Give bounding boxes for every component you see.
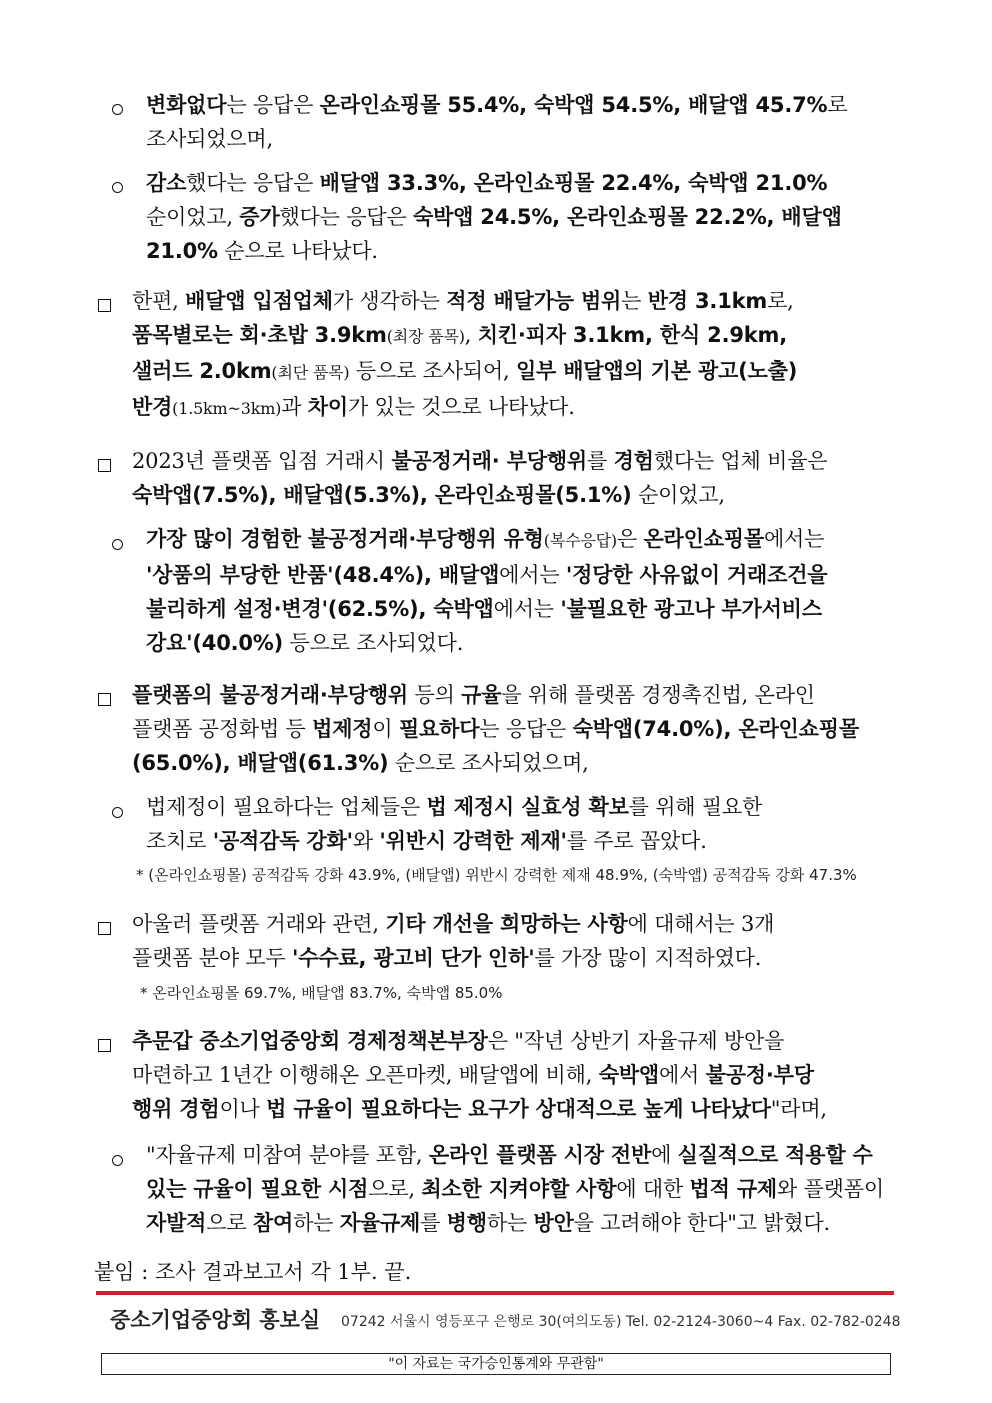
text-bold: 강요'(40.0%) bbox=[146, 631, 284, 655]
paragraph-unchanged bbox=[146, 88, 898, 156]
text-bold: 변화없다 bbox=[146, 93, 227, 117]
text: 등으로 조사되어, bbox=[349, 359, 516, 383]
circle-bullet-icon bbox=[112, 91, 123, 125]
text: 마련하고 1년간 이행해온 오픈마켓, 배달앱에 비해, bbox=[132, 1063, 599, 1087]
text: 에서는 bbox=[763, 527, 825, 551]
text-bold: 실질적으로 적용할 수 bbox=[677, 1143, 873, 1167]
text-bold: 법 제정시 실효성 확보 bbox=[426, 795, 629, 819]
text-bold: 규율 bbox=[461, 683, 502, 707]
text: 에 대해서는 3개 bbox=[627, 912, 775, 936]
circle-bullet-icon bbox=[112, 526, 123, 560]
attachment-note: 붙임 : 조사 결과보고서 각 1부. 끝. bbox=[94, 1260, 412, 1284]
text: 로, bbox=[767, 289, 794, 313]
text: 에서는 bbox=[493, 597, 561, 621]
text: 으로, bbox=[368, 1177, 422, 1201]
square-bullet-icon bbox=[98, 288, 111, 322]
text-bold: 자발적 bbox=[146, 1211, 207, 1235]
text: "라며, bbox=[770, 1097, 827, 1121]
text-bold: 플랫폼의 불공정거래·부당행위 bbox=[132, 683, 409, 707]
text: 와 bbox=[352, 829, 380, 853]
text-bold: 있는 규율이 필요한 시점 bbox=[146, 1177, 369, 1201]
text-small: (복수응답) bbox=[543, 531, 617, 550]
paragraph-delivery-range bbox=[132, 284, 898, 426]
square-bullet-icon bbox=[98, 682, 111, 716]
text: , bbox=[464, 323, 478, 347]
text: 는 응답은 bbox=[479, 717, 573, 741]
text: 순이었고, bbox=[631, 483, 725, 507]
text: 과 bbox=[281, 395, 308, 419]
text-bold: 숙박앱(7.5%), 배달앱(5.3%), 온라인쇼핑몰(5.1%) bbox=[132, 483, 632, 507]
text-bold: 불리하게 설정·변경'(62.5%), 숙박앱 bbox=[146, 597, 494, 621]
footer-contact: 07242 서울시 영등포구 은행로 30(여의도동) Tel. 02-2124-3060~4 Fax. 02-782-0248 bbox=[341, 1314, 901, 1330]
text: 를 가장 많이 지적하였다. bbox=[534, 946, 762, 970]
text: 했다는 응답은 bbox=[279, 205, 413, 229]
text-bold: 품목별로는 회·초밥 3.9km bbox=[132, 323, 387, 347]
text-bold: 일부 배달앱의 기본 광고(노출) bbox=[515, 359, 798, 383]
text-bold: 추문갑 중소기업중앙회 경제정책본부장 bbox=[132, 1029, 488, 1053]
text-bold: 샐러드 2.0km bbox=[132, 359, 272, 383]
text: 가 있는 것으로 나타났다. bbox=[347, 395, 575, 419]
text: 이 bbox=[372, 717, 399, 741]
footnote: * (온라인쇼핑몰) 공적감독 강화 43.9%, (배달앱) 위반시 강력한 제재 48.9%, (숙박앱) 공적감독 강화 47.3% bbox=[136, 866, 857, 884]
text-bold: '수수료, 광고비 단가 인하' bbox=[292, 946, 535, 970]
text: 한편, bbox=[132, 289, 186, 313]
text: 에서는 bbox=[499, 563, 566, 587]
text: 순으로 나타났다. bbox=[217, 239, 378, 263]
text-bold: 필요하다 bbox=[398, 717, 480, 741]
text: 는 응답은 bbox=[226, 93, 320, 117]
text-bold: 참여 bbox=[252, 1211, 294, 1235]
text-small: (최장 품목) bbox=[386, 327, 465, 346]
text-bold: (65.0%), 배달앱(61.3%) bbox=[132, 751, 389, 775]
text-small: (최단 품목) bbox=[271, 363, 350, 382]
text-bold: 최소한 지켜야할 사항 bbox=[421, 1177, 617, 1201]
text-bold: 행위 경험 bbox=[132, 1097, 220, 1121]
text: 으로 bbox=[206, 1211, 253, 1235]
square-bullet-icon bbox=[98, 911, 111, 945]
footer-organization: 중소기업중앙회 홍보실 bbox=[110, 1308, 321, 1332]
paragraph-legislation bbox=[132, 678, 898, 780]
footer-disclaimer: "이 자료는 국가승인통계와 무관함" bbox=[101, 1353, 891, 1375]
square-bullet-icon bbox=[98, 1028, 111, 1062]
text: 에서 bbox=[658, 1063, 706, 1087]
text-bold: 법 규율이 필요하다는 요구가 상대적으로 높게 나타났다 bbox=[266, 1097, 771, 1121]
text: "작년 상반기 자율규제 방안을 bbox=[514, 1029, 785, 1053]
text-bold: 병행 bbox=[446, 1211, 487, 1235]
circle-bullet-icon bbox=[112, 794, 123, 828]
text: 이나 bbox=[219, 1097, 267, 1121]
text-bold: 반경 bbox=[132, 395, 173, 419]
text-bold: 방안 bbox=[533, 1211, 574, 1235]
text-bold: 감소 bbox=[146, 171, 187, 195]
text: 등의 bbox=[408, 683, 462, 707]
circle-bullet-icon bbox=[112, 169, 123, 203]
text-bold: 기타 개선을 희망하는 사항 bbox=[385, 912, 628, 936]
text: 했다는 업체 비율은 bbox=[653, 449, 828, 473]
text: 를 bbox=[420, 1211, 447, 1235]
text: 조치로 bbox=[146, 829, 213, 853]
text: 는 bbox=[621, 289, 648, 313]
text: 와 플랫폼이 bbox=[777, 1177, 884, 1201]
text: 에 대한 bbox=[616, 1177, 690, 1201]
text: 을 고려해야 한다"고 밝혔다. bbox=[573, 1211, 830, 1235]
text: 2023년 플랫폼 입점 거래시 bbox=[132, 449, 392, 473]
text-bold: '불필요한 광고나 부가서비스 bbox=[560, 597, 822, 621]
text: 하는 bbox=[486, 1211, 534, 1235]
text: 를 위해 필요한 bbox=[628, 795, 763, 819]
paragraph-decrease-increase bbox=[146, 166, 898, 268]
text: 은 bbox=[616, 527, 644, 551]
text: 을 위해 플랫폼 경쟁촉진법, 온라인 bbox=[501, 683, 815, 707]
text-bold: 법적 규제 bbox=[689, 1177, 778, 1201]
text: 은 bbox=[487, 1029, 515, 1053]
paragraph-quote bbox=[146, 1138, 898, 1240]
square-bullet-icon bbox=[98, 448, 111, 482]
text-bold: 불공정·부당 bbox=[705, 1063, 814, 1087]
text-bold: 숙박앱(74.0%), 온라인쇼핑몰 bbox=[572, 717, 859, 741]
paragraph-quote-intro bbox=[132, 1024, 898, 1126]
paragraph-unfair-experience bbox=[132, 444, 898, 512]
text: 에 bbox=[651, 1143, 678, 1167]
text: 조사되었으며, bbox=[146, 127, 273, 151]
text: 아울러 플랫폼 거래와 관련, bbox=[132, 912, 386, 936]
text: 가 생각하는 bbox=[332, 289, 447, 313]
text-bold: 자율규제 bbox=[339, 1211, 421, 1235]
text: 법제정이 필요하다는 업체들은 bbox=[146, 795, 427, 819]
text-bold: '공적감독 강화' bbox=[212, 829, 353, 853]
text: 하는 bbox=[293, 1211, 340, 1235]
footnote: * 온라인쇼핑몰 69.7%, 배달앱 83.7%, 숙박앱 85.0% bbox=[140, 984, 503, 1002]
text-small: (1.5km~3km) bbox=[172, 399, 282, 418]
text-bold: 온라인 플랫폼 시장 전반 bbox=[428, 1143, 652, 1167]
text-bold: '위반시 강력한 제재' bbox=[379, 829, 567, 853]
text-bold: 온라인쇼핑몰 55.4%, 숙박앱 54.5%, 배달앱 45.7% bbox=[319, 93, 828, 117]
text-bold: 숙박앱 24.5%, 온라인쇼핑몰 22.2%, 배달앱 bbox=[412, 205, 842, 229]
text-bold: 법제정 bbox=[312, 717, 373, 741]
text-bold: 차이 bbox=[307, 395, 348, 419]
text-bold: 불공정거래· 부당행위 bbox=[391, 449, 587, 473]
text-bold: '상품의 부당한 반품'(48.4%), 배달앱 bbox=[146, 563, 500, 587]
text: 등으로 조사되었다. bbox=[283, 631, 464, 655]
text: 를 주로 꼽았다. bbox=[566, 829, 707, 853]
paragraph-unfair-types bbox=[146, 522, 898, 660]
text-bold: 배달앱 입점업체 bbox=[185, 289, 333, 313]
footer-divider bbox=[96, 1291, 894, 1295]
text-bold: 경험 bbox=[613, 449, 654, 473]
text-bold: 21.0% bbox=[146, 239, 218, 263]
text-bold: 반경 3.1km bbox=[647, 289, 768, 313]
text-bold: '정당한 사유없이 거래조건을 bbox=[565, 563, 828, 587]
circle-bullet-icon bbox=[112, 1142, 123, 1176]
paragraph-improvements bbox=[132, 907, 898, 975]
text: 순으로 조사되었으며, bbox=[388, 751, 589, 775]
text-bold: 숙박앱 bbox=[598, 1063, 659, 1087]
text-bold: 가장 많이 경험한 불공정거래·부당행위 유형 bbox=[146, 527, 544, 551]
text: 했다는 응답은 bbox=[186, 171, 320, 195]
text: 플랫폼 분야 모두 bbox=[132, 946, 293, 970]
text-bold: 온라인쇼핑몰 bbox=[643, 527, 764, 551]
text-bold: 치킨·피자 3.1km, 한식 2.9km, bbox=[477, 323, 787, 347]
text-bold: 증가 bbox=[239, 205, 280, 229]
text: 로 bbox=[827, 93, 848, 117]
text-bold: 적정 배달가능 범위 bbox=[446, 289, 622, 313]
text-bold: 배달앱 33.3%, 온라인쇼핑몰 22.4%, 숙박앱 21.0% bbox=[319, 171, 828, 195]
text: 를 bbox=[587, 449, 614, 473]
text: "자율규제 미참여 분야를 포함, bbox=[146, 1143, 429, 1167]
text: 플랫폼 공정화법 등 bbox=[132, 717, 313, 741]
paragraph-measures bbox=[146, 790, 898, 858]
text: 순이었고, bbox=[146, 205, 240, 229]
